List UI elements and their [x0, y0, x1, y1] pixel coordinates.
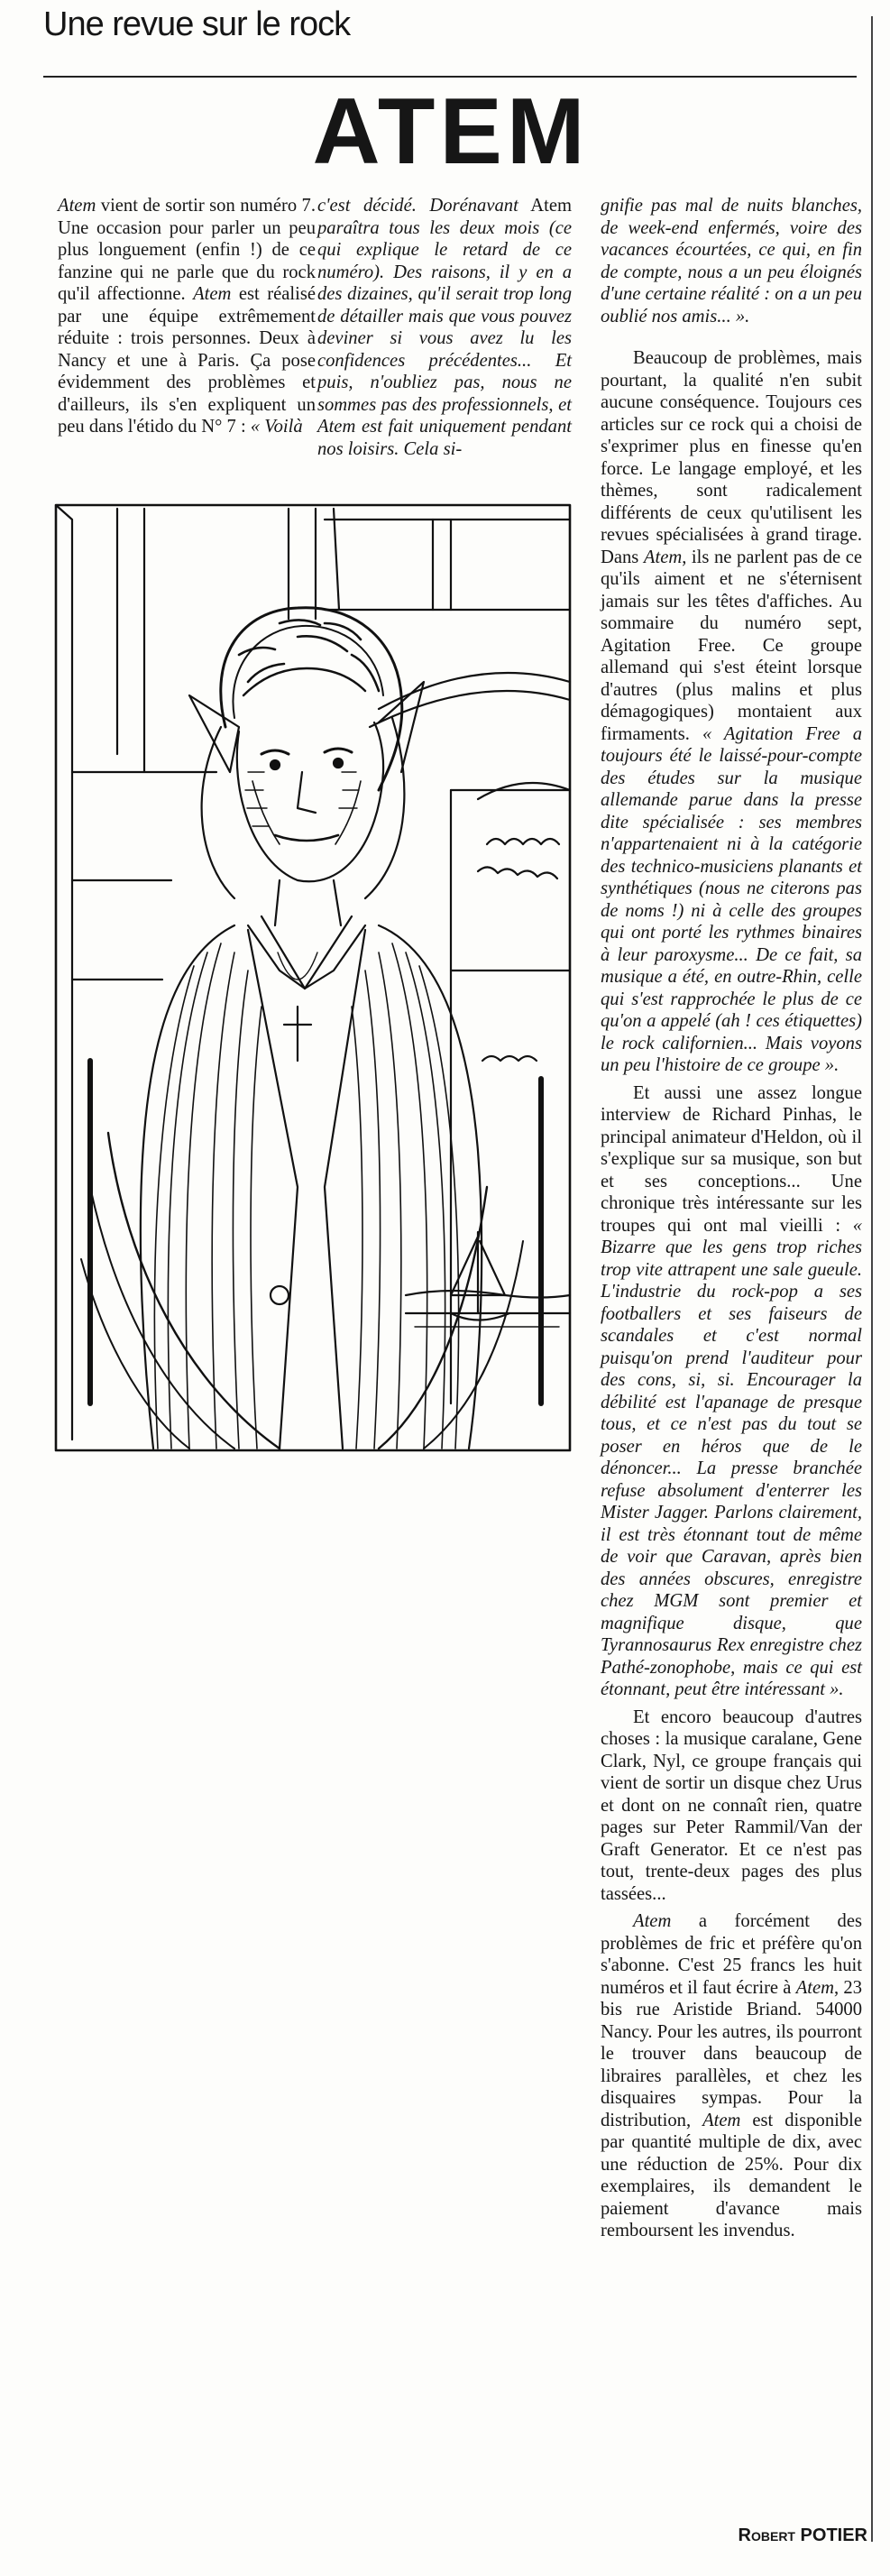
article-headline: ATEM [312, 79, 590, 184]
paragraph-subscription [601, 1910, 862, 2242]
magazine-name: Atem [795, 1977, 835, 1998]
quote-text: c'est décidé. Dorénavant [317, 196, 518, 216]
header-rule [43, 76, 857, 78]
rocker-illustration [54, 501, 579, 1456]
magazine-name: Atem [58, 196, 96, 216]
intro-paragraph [58, 195, 316, 438]
section-rubric: Une revue sur le rock [43, 5, 351, 43]
paragraph-text: Et encoro beaucoup d'autres choses : la musique caralane, Gene Clark, Nyl, ce groupe français qui vient de sortir un disque chez Urus et dont on ne connaît rien, quatre pages sur Peter Rammil/Van der Graft Generator. Et ce n'est pas tout, trente-deux pages des plus tassées... [601, 1707, 862, 1904]
editorial-quote-start: « Voilà [250, 417, 303, 437]
magazine-name: Atem [702, 2110, 741, 2130]
article-column-3 [601, 195, 862, 2242]
column-edge-rule [871, 16, 873, 2542]
paragraph-more [601, 1707, 862, 1906]
paragraph-text: Beaucoup de problèmes, mais pourtant, la qualité n'en subit aucune conséquence. Toujours ces articles sur ce rock qui a choisi de s'exprimer plus en finesse qu'en force. Le langage employé, et les thèmes, sont radicalement différents de ceux qu'utilisent les revues spécialisées à grand tirage. Dans [601, 348, 862, 567]
magazine-name: Atem [633, 1911, 672, 1931]
author-first-name: Robert [738, 2525, 795, 2545]
author-last-name: POTIER [800, 2525, 867, 2545]
intro-text: vient de sortir son numéro 7. Une occasion pour parler un peu plus longuement (enfin !) de ce fanzine qui ne parle que du rock qu'il affectionne. [58, 196, 316, 304]
paragraph-content [601, 347, 862, 1077]
chronicle-quote: « Bizarre que les gens trop riches trop vite attrapent une sale gueule. L'industrie du rock-pop a ses footballers et ses faiseurs de scandales et c'est normal puisqu'on prend l'auditeur pour des cons, si, si. Encourager la débilité est l'apanage de presque tous, et ce n'est pas du tout se poser en héros que de le dénoncer... La presse branchée refuse absolument d'enterrer les Mister Jagger. Parlons clairement, il est très étonnant tout de même de voir que Caravan, après bien des années obscures, enregistre chez MGM sont premier et magnifique disque, que Tyrannosaurus Rex enregistre chez Pathé-zonophobe, mais ce qui est étonnant, peut être intéressant ». [601, 1215, 862, 1699]
paragraph-interview [601, 1082, 862, 1701]
paragraph-text-continued: , 23 bis rue Aristide Briand. 54000 Nancy. Pour les autres, ils pourront le trouver dans beaucoup de libraires parallèles, et chez les disquaires sympas. Pour la distribution, [601, 1977, 862, 2130]
quote-text-continued: paraîtra tous les deux mois (ce qui explique le retard de ce numéro). Des raisons, il y en a des dizaines, qu'il serait trop long de détailler mais que vous pouvez deviner si vous avez lu les confidences précédentes... Et puis, n'oubliez pas, nous ne sommes pas des professionnels, et Atem est fait uniquement pendant nos loisirs. Cela si- [317, 217, 572, 459]
paragraph-text-end: est disponible par quantité multiple de dix, avec une réduction de 25%. Pour dix exemplaires, ils demandent le paiement d'avance mais remboursent les invendus. [601, 2110, 862, 2240]
article-column-2 [317, 195, 572, 460]
intro-text-continued: est réalisé par une équipe extrêmement réduite : trois personnes. Deux à Nancy et une à Paris. Ça pose évidemment des problèmes et d'ailleurs, ils s'en expliquent un peu dans l'étido du N° 7 : [58, 284, 316, 437]
editorial-quote [317, 195, 572, 460]
agitation-free-quote: « Agitation Free a toujours été le laissé-pour-compte des études sur la musique allemande parue dans la presse dite spécialisée : ses membres n'appartenaient ni à la catégorie des technico-musiciens planants et synthétiques (nous ne citerons pas de noms !) ni à celle des groupes qui ont porté les rythmes binaires à leur paroxysme... De ce fait, sa musique a été, en outre-Rhin, celle qui s'est rapprochée le plus de ce qu'on a appelé (ah ! ces étiquettes) le rock californien... Mais voyons un peu l'histoire de ce groupe ». [601, 723, 862, 1075]
editorial-quote-end [601, 195, 862, 327]
magazine-name: Atem [643, 547, 683, 567]
paragraph-text-continued: , ils ne parlent pas de ce qu'ils aiment et ne s'éternisent jamais sur les têtes d'affiches. Au sommaire du numéro sept, Agitation Free. Ce groupe allemand qui s'est éteint lorsque d'autres (plus malins et plus démagogiques) montaient aux firmaments. [601, 547, 862, 744]
magazine-name: Atem [193, 284, 232, 304]
article-column-1 [58, 195, 316, 438]
paragraph-text: Et aussi une assez longue interview de Richard Pinhas, le principal animateur d'Heldon, où il s'explique sur sa musique, son but et ses conceptions... Une chronique très intéressante sur les troupes qui ont mal vieilli : [601, 1082, 862, 1236]
paragraph-text: a forcément des problèmes de fric et préfère qu'on s'abonne. C'est 25 francs les huit numéros et il faut écrire à [601, 1911, 862, 1998]
quote-text: gnifie pas mal de nuits blanches, de week-end enfermés, voire des vacances écourtées, ce qui, en fin de compte, nous a un peu éloignés d'une certaine réalité : on a un peu oublié nos amis... ». [601, 196, 862, 327]
author-signature [631, 2525, 867, 2546]
magazine-name: Atem [518, 196, 572, 216]
